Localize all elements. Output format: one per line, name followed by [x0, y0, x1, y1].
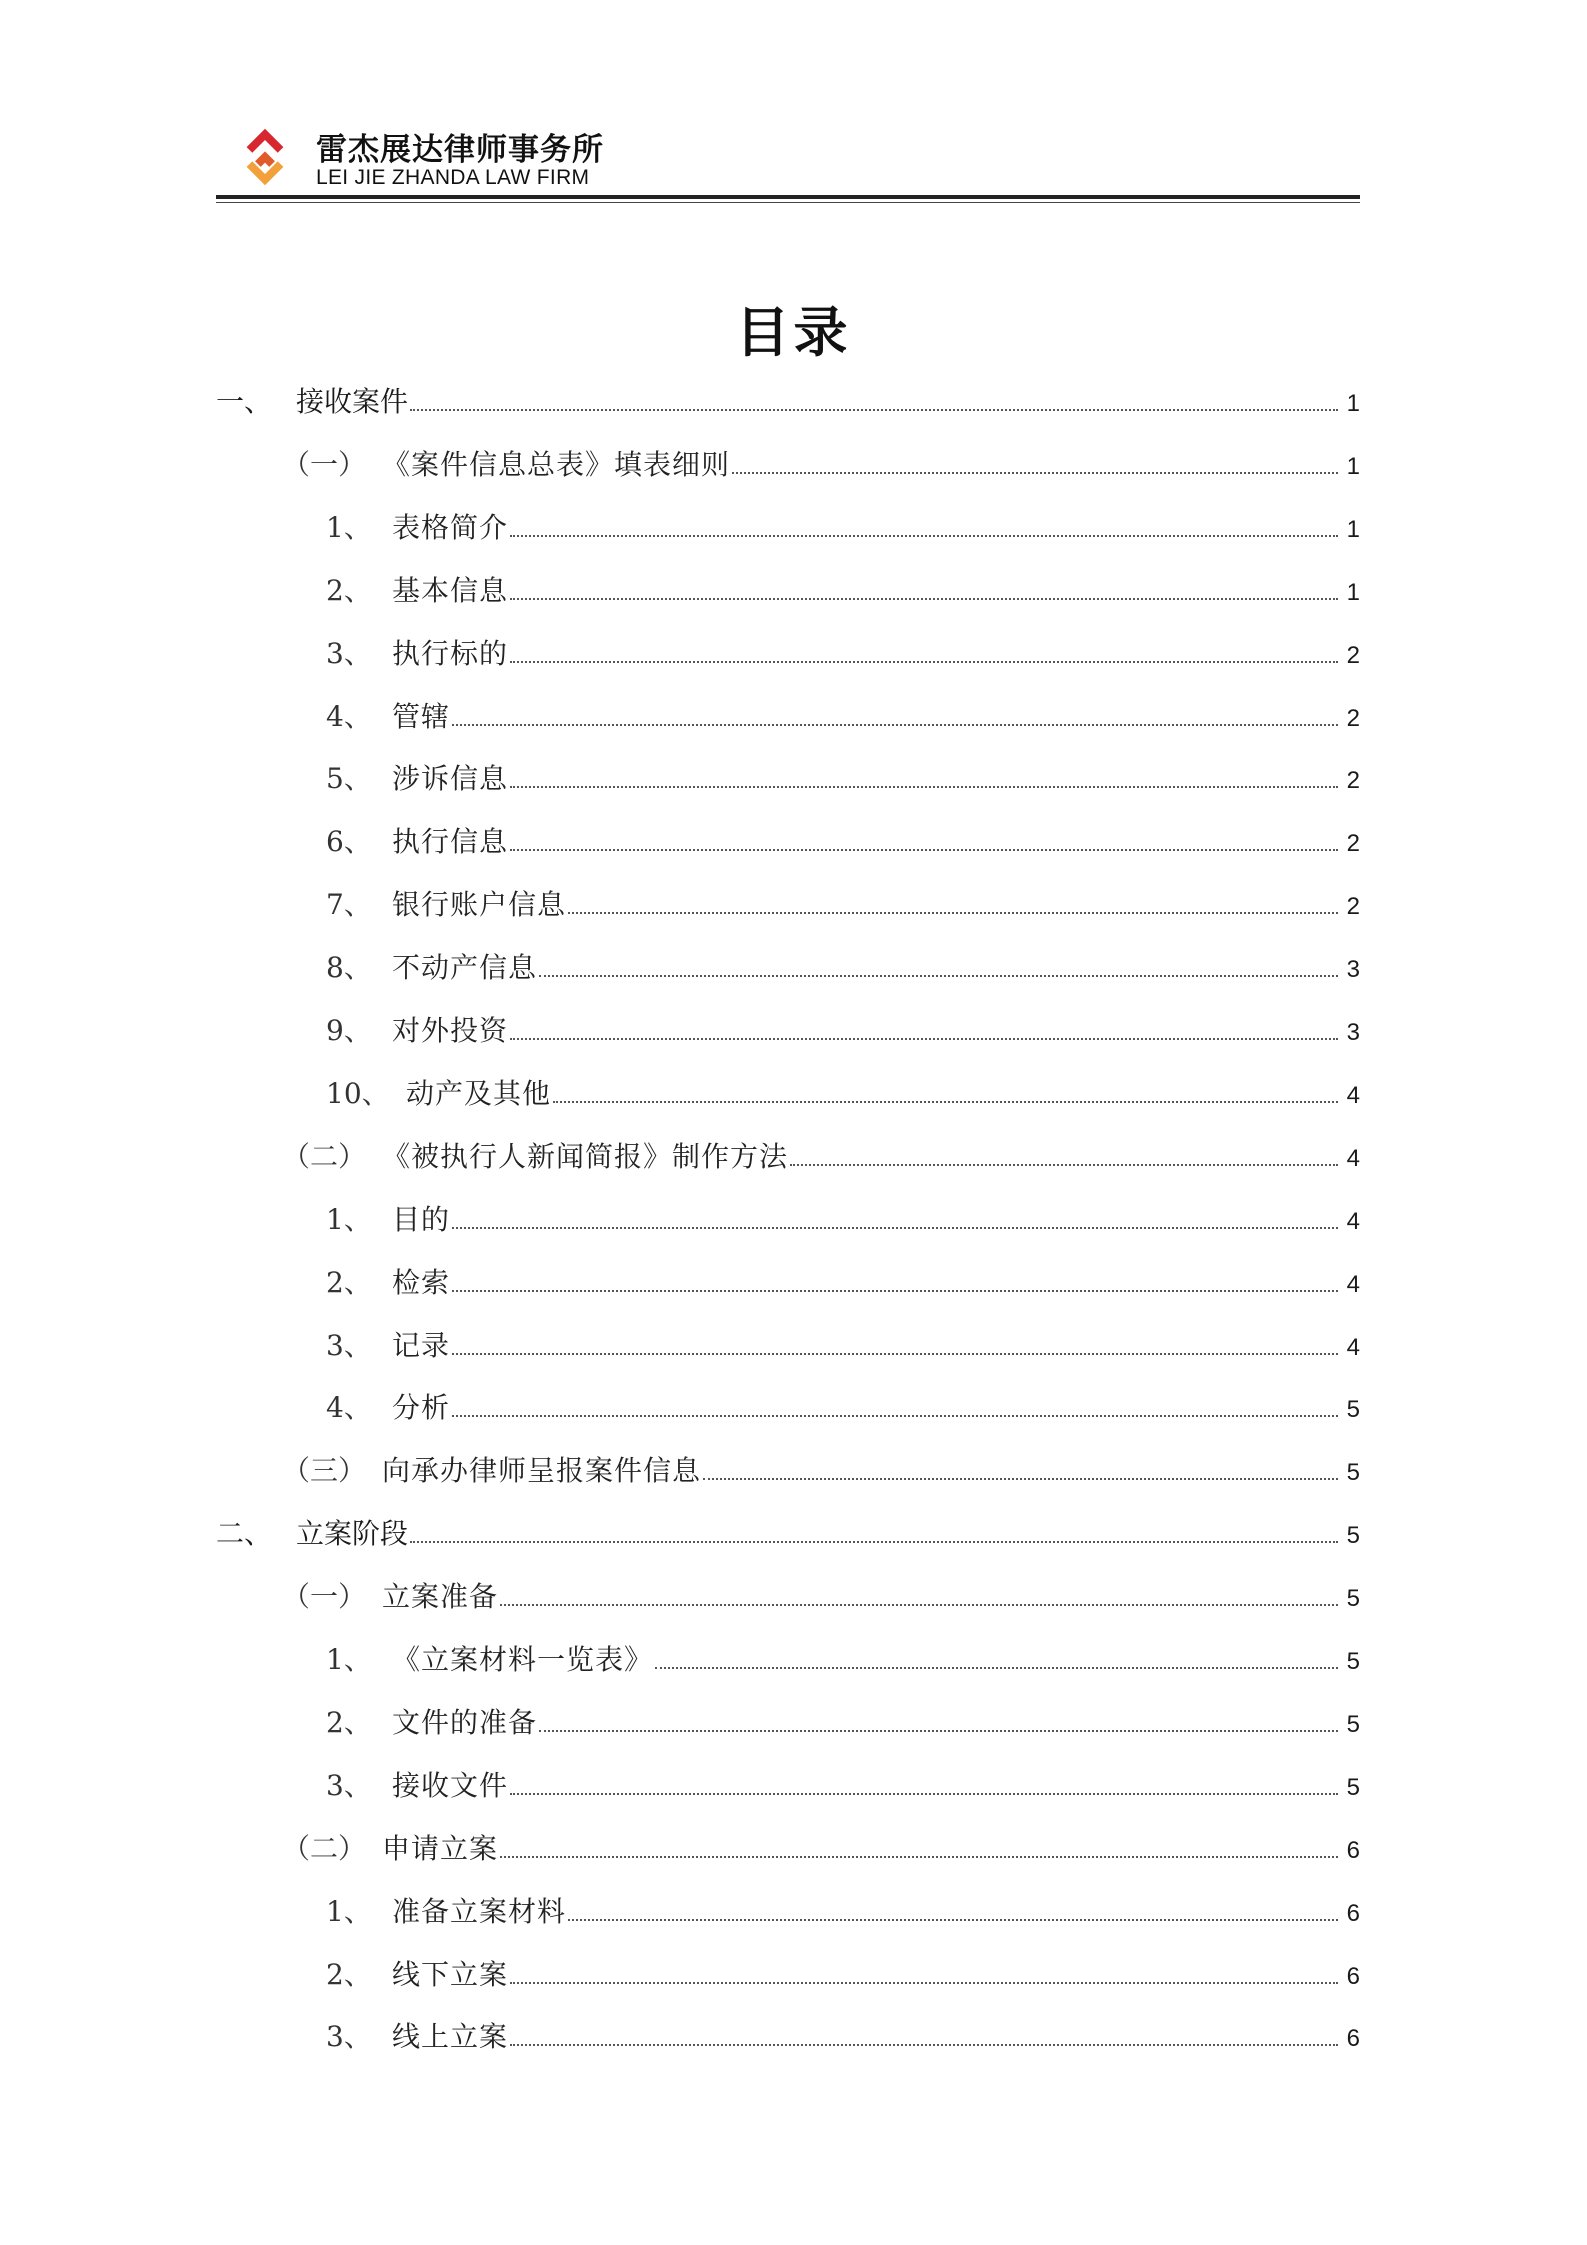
toc-entry-number: 2、: [326, 1265, 372, 1299]
toc-entry-label: 执行信息: [392, 825, 509, 859]
toc-entry-number: 4、: [326, 1391, 372, 1425]
toc-entry-number: 2、: [326, 573, 372, 607]
firm-name-english: LEI JIE ZHANDA LAW FIRM: [316, 166, 590, 189]
toc-entry-number: 3、: [326, 1768, 372, 1802]
toc-entry-label: 对外投资: [392, 1014, 509, 1047]
toc-page-number: 5: [1346, 1585, 1360, 1613]
toc-dot-leader: [452, 723, 1338, 726]
toc-entry-label: 《被执行人新闻简报》制作方法: [382, 1139, 789, 1173]
toc-entry[interactable]: [326, 1703, 1360, 1743]
toc-entry[interactable]: [282, 1577, 1360, 1617]
toc-dot-leader: [539, 974, 1338, 977]
firm-name-chinese: 雷杰展达律师事务所: [316, 132, 604, 168]
toc-dot-leader: [655, 1666, 1338, 1669]
toc-entry-number: 6、: [326, 825, 372, 859]
toc-entry-number: （二）: [282, 1139, 367, 1173]
toc-page-number: 1: [1346, 452, 1360, 480]
toc-entry-label: 准备立案材料: [392, 1894, 567, 1928]
toc-page-number: 4: [1346, 1144, 1360, 1172]
toc-entry[interactable]: [326, 1766, 1360, 1806]
toc-page-number: 1: [1346, 390, 1360, 417]
toc-dot-leader: [539, 1729, 1338, 1732]
toc-dot-leader: [410, 1540, 1338, 1543]
toc-entry-label: 管辖: [392, 699, 451, 733]
toc-dot-leader: [732, 471, 1338, 474]
toc-entry[interactable]: [326, 1074, 1360, 1114]
toc-dot-leader: [510, 534, 1338, 537]
toc-dot-leader: [703, 1477, 1338, 1480]
toc-entry-number: （一）: [282, 447, 367, 481]
toc-entry-number: 10、: [326, 1076, 390, 1110]
toc-entry-label: 《立案材料一览表》: [392, 1643, 654, 1676]
toc-dot-leader: [410, 408, 1338, 411]
toc-dot-leader: [452, 1289, 1338, 1292]
toc-page-number: 4: [1346, 1270, 1360, 1298]
toc-dot-leader: [500, 1603, 1338, 1606]
toc-entry-number: 5、: [326, 762, 372, 796]
toc-entry-number: 2、: [326, 1705, 372, 1739]
toc-entry[interactable]: [216, 382, 1360, 422]
toc-entry[interactable]: [326, 697, 1360, 737]
toc-entry[interactable]: [326, 634, 1360, 674]
toc-entry-number: 4、: [326, 699, 372, 733]
toc-dot-leader: [500, 1855, 1338, 1858]
toc-entry[interactable]: [326, 822, 1360, 862]
toc-dot-leader: [568, 911, 1338, 914]
toc-entry-number: 1、: [326, 1894, 372, 1928]
toc-entry[interactable]: [326, 885, 1360, 925]
toc-page-number: 5: [1346, 1710, 1360, 1738]
toc-page-number: 6: [1346, 1836, 1360, 1864]
toc-dot-leader: [510, 785, 1338, 788]
toc-entry-label: 文件的准备: [392, 1705, 538, 1739]
toc-dot-leader: [452, 1414, 1338, 1417]
toc-page-number: 5: [1346, 1648, 1360, 1675]
toc-entry-label: 立案阶段: [296, 1517, 409, 1551]
toc-entry[interactable]: [326, 1263, 1360, 1303]
toc-entry-label: 基本信息: [392, 573, 509, 607]
toc-entry-label: 涉诉信息: [392, 762, 509, 796]
toc-entry-number: 9、: [326, 1014, 372, 1047]
toc-dot-leader: [510, 1037, 1338, 1040]
toc-page-number: 2: [1346, 767, 1360, 795]
toc-entry-label: 表格简介: [392, 510, 509, 544]
toc-entry-label: 动产及其他: [406, 1076, 552, 1110]
toc-entry[interactable]: [326, 1640, 1360, 1680]
toc-page-number: 6: [1346, 1962, 1360, 1990]
toc-entry-number: （二）: [282, 1831, 367, 1865]
toc-dot-leader: [790, 1163, 1338, 1166]
toc-page-number: 4: [1346, 1333, 1360, 1361]
toc-entry[interactable]: [216, 1514, 1360, 1554]
toc-entry-number: 二、: [216, 1517, 273, 1551]
toc-entry[interactable]: [326, 759, 1360, 799]
toc-entry-label: 《案件信息总表》填表细则: [382, 447, 731, 481]
toc-entry-number: 1、: [326, 510, 372, 544]
toc-entry[interactable]: [326, 948, 1360, 988]
toc-entry-number: 1、: [326, 1202, 372, 1236]
toc-entry-number: 3、: [326, 636, 372, 670]
toc-entry-label: 执行标的: [392, 636, 509, 670]
toc-page-number: 2: [1346, 704, 1360, 732]
toc-dot-leader: [510, 1792, 1338, 1795]
toc-entry[interactable]: [326, 1011, 1360, 1051]
toc-page-number: 6: [1346, 1899, 1360, 1927]
toc-page-number: 2: [1346, 830, 1360, 858]
toc-entry-number: 7、: [326, 888, 372, 922]
toc-page-number: 3: [1346, 956, 1360, 984]
toc-entry[interactable]: [326, 1892, 1360, 1932]
toc-dot-leader: [510, 660, 1338, 663]
toc-dot-leader: [452, 1226, 1338, 1229]
toc-dot-leader: [510, 848, 1338, 851]
toc-entry-number: （三）: [282, 1454, 367, 1488]
toc-entry-label: 银行账户信息: [392, 888, 567, 922]
toc-entry[interactable]: [326, 1200, 1360, 1240]
toc-entry[interactable]: [326, 571, 1360, 611]
toc-page-number: 4: [1346, 1207, 1360, 1235]
toc-page-number: 6: [1346, 2025, 1360, 2053]
toc-page-number: 5: [1346, 1773, 1360, 1801]
toc-dot-leader: [452, 1352, 1338, 1355]
toc-entry-number: 一、: [216, 385, 273, 418]
toc-entry-number: 3、: [326, 2020, 372, 2054]
toc-entry-label: 接收案件: [296, 385, 409, 418]
page-title: 目录: [735, 301, 852, 364]
toc-entry-number: 8、: [326, 951, 372, 985]
toc-page-number: 2: [1346, 641, 1360, 669]
toc-entry-label: 不动产信息: [392, 951, 538, 985]
toc-entry[interactable]: [326, 1955, 1360, 1995]
toc-entry-label: 分析: [392, 1391, 451, 1425]
toc-entry-label: 立案准备: [382, 1580, 499, 1614]
toc-entry[interactable]: [326, 1388, 1360, 1428]
toc-entry[interactable]: [282, 1829, 1360, 1869]
toc-page-number: 1: [1346, 578, 1360, 606]
toc-dot-leader: [553, 1100, 1338, 1103]
toc-page-number: 2: [1346, 893, 1360, 921]
toc-page-number: 5: [1346, 1459, 1360, 1487]
toc-dot-leader: [510, 1981, 1338, 1984]
toc-entry-label: 记录: [392, 1328, 451, 1362]
toc-entry-number: 1、: [326, 1643, 372, 1676]
toc-dot-leader: [510, 597, 1338, 600]
toc-entry[interactable]: [326, 2017, 1360, 2057]
toc-page-number: 5: [1346, 1522, 1360, 1550]
toc-entry-label: 目的: [392, 1202, 451, 1236]
toc-entry-label: 线上立案: [392, 2020, 509, 2054]
toc-page-number: 4: [1346, 1081, 1360, 1109]
toc-page-number: 5: [1346, 1396, 1360, 1424]
toc-entry-label: 接收文件: [392, 1768, 509, 1802]
toc-entry[interactable]: [282, 1137, 1360, 1177]
toc-entry[interactable]: [282, 445, 1360, 485]
toc-dot-leader: [510, 2043, 1338, 2046]
toc-entry-label: 向承办律师呈报案件信息: [382, 1454, 702, 1488]
toc-dot-leader: [568, 1918, 1338, 1921]
toc-entry[interactable]: [326, 1326, 1360, 1366]
toc-page-number: 1: [1346, 515, 1360, 543]
toc-entry[interactable]: [326, 508, 1360, 548]
toc-entry-number: （一）: [282, 1580, 367, 1614]
toc-page-number: 3: [1346, 1019, 1360, 1046]
toc-entry[interactable]: [282, 1451, 1360, 1491]
toc-entry-label: 检索: [392, 1265, 451, 1299]
toc-entry-label: 线下立案: [392, 1957, 509, 1991]
toc-entry-number: 3、: [326, 1328, 372, 1362]
toc-entry-label: 申请立案: [382, 1831, 499, 1865]
toc-entry-number: 2、: [326, 1957, 372, 1991]
